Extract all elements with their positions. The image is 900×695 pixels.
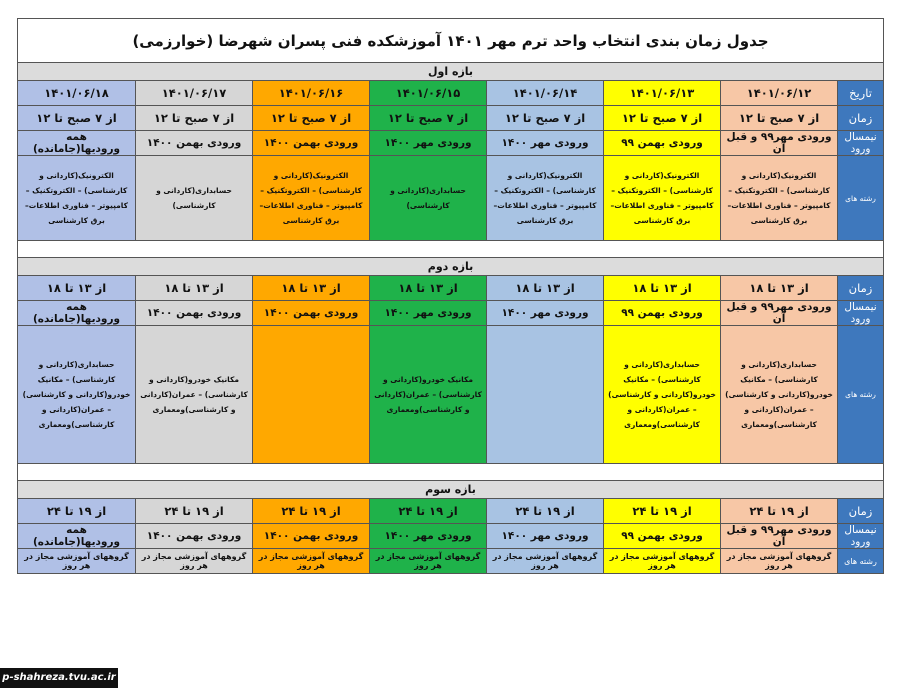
entry-cell: ورودی بهمن ۱۴۰۰ (253, 131, 370, 156)
fields-cell: الکترونیک(کاردانی و کارشناسی) – الکتروتکنیک – کامپیوتر – فناوری اطلاعات– برق کارشناسی (721, 156, 838, 241)
time-cell: از ۱۳ تا ۱۸ (18, 276, 136, 301)
site-watermark: p-shahreza.tvu.ac.ir (0, 668, 118, 688)
time-cell: از ۱۳ تا ۱۸ (604, 276, 721, 301)
entry-cell: ورودی مهر ۱۴۰۰ (487, 524, 604, 549)
entry-cell: ورودی مهر ۱۴۰۰ (487, 131, 604, 156)
entry-cell: همه ورودیها(جامانده) (18, 524, 136, 549)
schedule-sheet (17, 18, 883, 574)
fields-cell: حسابداری(کاردانی و کارشناسی) – مکانیک خودرو(کاردانی و کارشناسی) – عمران(کاردانی و کارشناسی)ومعماری (604, 326, 721, 464)
row-label-time: زمان (838, 276, 884, 301)
entry-cell: ورودی بهمن ۱۴۰۰ (253, 301, 370, 326)
time-cell: از ۷ صبح تا ۱۲ (253, 106, 370, 131)
fields-cell: الکترونیک(کاردانی و کارشناسی) – الکتروتکنیک – کامپیوتر – فناوری اطلاعات– برق کارشناسی (604, 156, 721, 241)
fields-cell: حسابداری(کاردانی و کارشناسی) (136, 156, 253, 241)
time-cell: از ۱۳ تا ۱۸ (487, 276, 604, 301)
fields-cell: گروههای آموزشی مجاز در هر روز (253, 549, 370, 574)
time-cell: از ۱۹ تا ۲۴ (253, 499, 370, 524)
fields-cell: گروههای آموزشی مجاز در هر روز (136, 549, 253, 574)
time-cell: از ۷ صبح تا ۱۲ (604, 106, 721, 131)
time-cell: از ۷ صبح تا ۱۲ (136, 106, 253, 131)
fields-cell (487, 326, 604, 464)
date-cell: ۱۴۰۱/۰۶/۱۲ (721, 81, 838, 106)
entry-cell: ورودی بهمن ۹۹ (604, 524, 721, 549)
fields-cell: الکترونیک(کاردانی و کارشناسی) – الکتروتکنیک – کامپیوتر – فناوری اطلاعات– برق کارشناسی (487, 156, 604, 241)
entry-cell: همه ورودیها(جامانده) (18, 301, 136, 326)
entry-cell: ورودی مهر۹۹ و قبل آن (721, 131, 838, 156)
fields-cell: مکانیک خودرو(کاردانی و کارشناسی) – عمران(کاردانی و کارشناسی)ومعماری (136, 326, 253, 464)
spacer-row (18, 241, 884, 258)
section-1-header: بازه اول (18, 63, 884, 81)
fields-cell: حسابداری(کاردانی و کارشناسی) – مکانیک خودرو(کاردانی و کارشناسی) – عمران(کاردانی و کارشناسی)ومعماری (18, 326, 136, 464)
time-cell: از ۱۳ تا ۱۸ (253, 276, 370, 301)
page-title: جدول زمان بندی انتخاب واحد ترم مهر ۱۴۰۱ آموزشکده فنی پسران شهرضا (خوارزمی) (18, 19, 884, 63)
spacer-row (18, 464, 884, 481)
entry-cell: ورودی بهمن ۱۴۰۰ (136, 131, 253, 156)
schedule-table (17, 18, 884, 574)
time-cell: از ۱۹ تا ۲۴ (721, 499, 838, 524)
time-cell: از ۱۹ تا ۲۴ (18, 499, 136, 524)
row-label-entry: نیمسال ورود (838, 524, 884, 549)
row-label-fields: رشته های (838, 549, 884, 574)
section-2-header: بازه دوم (18, 258, 884, 276)
fields-cell: گروههای آموزشی مجاز در هر روز (18, 549, 136, 574)
fields-cell: حسابداری(کاردانی و کارشناسی) – مکانیک خودرو(کاردانی و کارشناسی) – عمران(کاردانی و کارشناسی)ومعماری (721, 326, 838, 464)
time-cell: از ۷ صبح تا ۱۲ (18, 106, 136, 131)
entry-cell: ورودی مهر ۱۴۰۰ (370, 524, 487, 549)
time-cell: از ۱۹ تا ۲۴ (370, 499, 487, 524)
time-cell: از ۷ صبح تا ۱۲ (721, 106, 838, 131)
fields-cell: گروههای آموزشی مجاز در هر روز (604, 549, 721, 574)
time-cell: از ۷ صبح تا ۱۲ (487, 106, 604, 131)
entry-cell: همه ورودیها(جامانده) (18, 131, 136, 156)
entry-cell: ورودی مهر ۱۴۰۰ (370, 301, 487, 326)
row-label-fields: رشته های (838, 156, 884, 241)
fields-cell: حسابداری(کاردانی و کارشناسی) (370, 156, 487, 241)
time-cell: از ۱۹ تا ۲۴ (604, 499, 721, 524)
date-cell: ۱۴۰۱/۰۶/۱۵ (370, 81, 487, 106)
entry-cell: ورودی مهر۹۹ و قبل آن (721, 524, 838, 549)
fields-cell: گروههای آموزشی مجاز در هر روز (487, 549, 604, 574)
entry-cell: ورودی بهمن ۱۴۰۰ (136, 524, 253, 549)
entry-cell: ورودی مهر ۱۴۰۰ (370, 131, 487, 156)
date-cell: ۱۴۰۱/۰۶/۱۶ (253, 81, 370, 106)
row-label-time: زمان (838, 499, 884, 524)
row-label-fields: رشته های (838, 326, 884, 464)
row-label-entry: نیمسال ورود (838, 301, 884, 326)
row-label-date: تاریخ (838, 81, 884, 106)
fields-cell: گروههای آموزشی مجاز در هر روز (370, 549, 487, 574)
time-cell: از ۱۳ تا ۱۸ (136, 276, 253, 301)
fields-cell: گروههای آموزشی مجاز در هر روز (721, 549, 838, 574)
fields-cell (253, 326, 370, 464)
date-cell: ۱۴۰۱/۰۶/۱۳ (604, 81, 721, 106)
section-3-header: بازه سوم (18, 481, 884, 499)
date-cell: ۱۴۰۱/۰۶/۱۸ (18, 81, 136, 106)
entry-cell: ورودی بهمن ۱۴۰۰ (253, 524, 370, 549)
entry-cell: ورودی مهر۹۹ و قبل آن (721, 301, 838, 326)
row-label-entry: نیمسال ورود (838, 131, 884, 156)
entry-cell: ورودی بهمن ۹۹ (604, 301, 721, 326)
entry-cell: ورودی مهر ۱۴۰۰ (487, 301, 604, 326)
time-cell: از ۱۹ تا ۲۴ (136, 499, 253, 524)
row-label-time: زمان (838, 106, 884, 131)
entry-cell: ورودی بهمن ۱۴۰۰ (136, 301, 253, 326)
time-cell: از ۷ صبح تا ۱۲ (370, 106, 487, 131)
time-cell: از ۱۳ تا ۱۸ (370, 276, 487, 301)
time-cell: از ۱۳ تا ۱۸ (721, 276, 838, 301)
fields-cell: الکترونیک(کاردانی و کارشناسی) – الکتروتکنیک – کامپیوتر – فناوری اطلاعات– برق کارشناسی (253, 156, 370, 241)
entry-cell: ورودی بهمن ۹۹ (604, 131, 721, 156)
date-cell: ۱۴۰۱/۰۶/۱۷ (136, 81, 253, 106)
time-cell: از ۱۹ تا ۲۴ (487, 499, 604, 524)
fields-cell: الکترونیک(کاردانی و کارشناسی) – الکتروتکنیک – کامپیوتر – فناوری اطلاعات– برق کارشناسی (18, 156, 136, 241)
date-cell: ۱۴۰۱/۰۶/۱۴ (487, 81, 604, 106)
fields-cell: مکانیک خودرو(کاردانی و کارشناسی) – عمران(کاردانی و کارشناسی)ومعماری (370, 326, 487, 464)
